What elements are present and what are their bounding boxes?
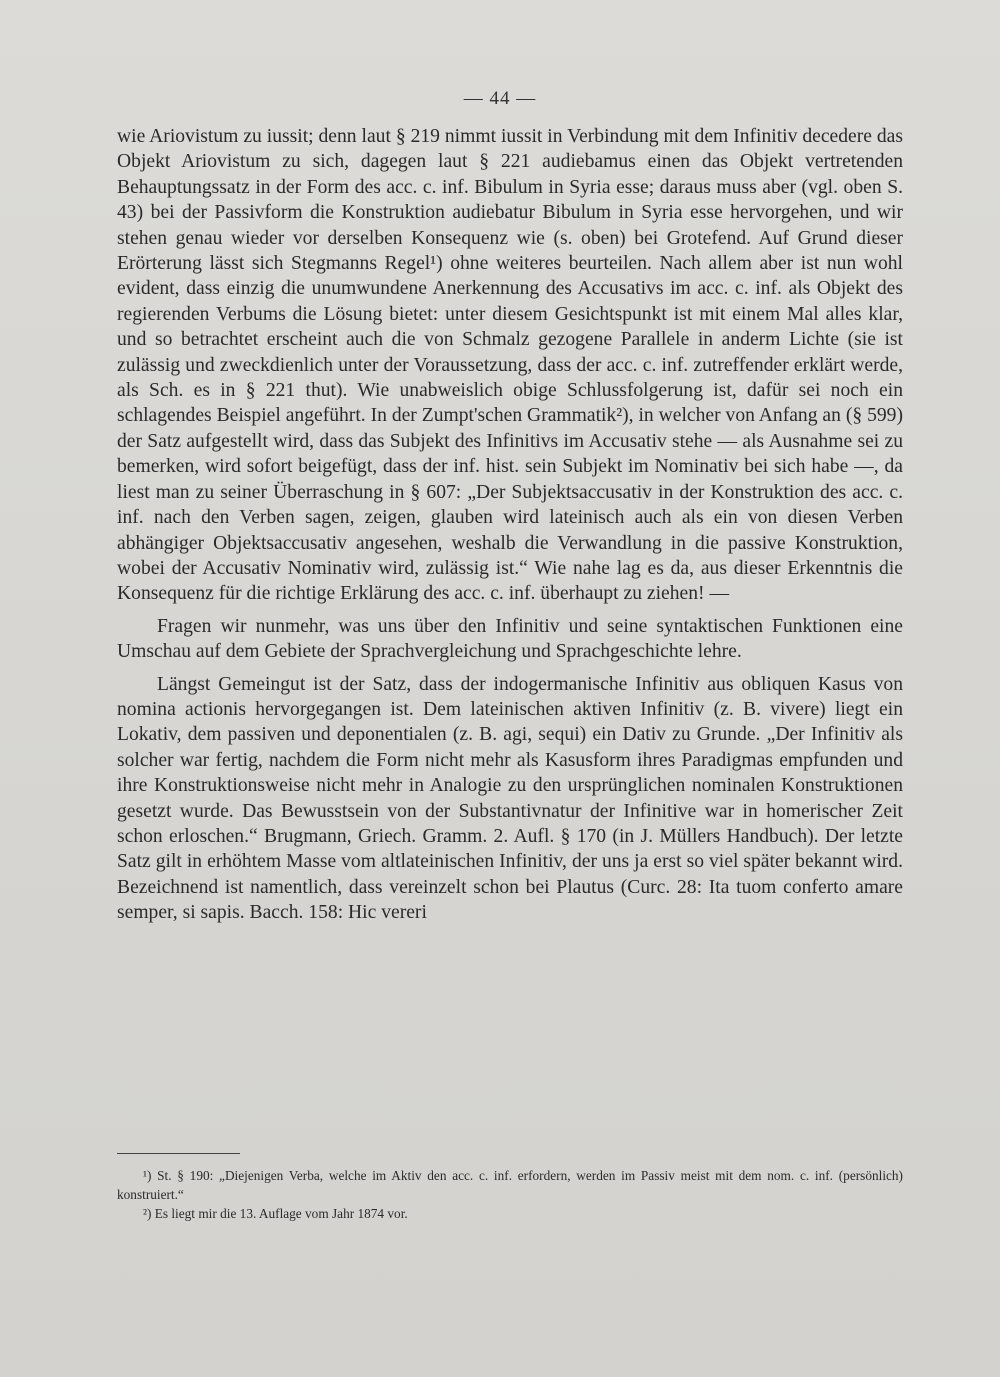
body-text — [117, 124, 903, 926]
paragraph: Längst Gemeingut ist der Satz, dass der indogermanische Infinitiv aus obliquen Kasus von nomina actionis hervorgegangen ist. Dem lateinischen aktiven Infinitiv (z. B. vivere) liegt ein Lokativ, dem passiven und deponentialen (z. B. agi, sequi) ein Dativ zu Grunde. „Der Infinitiv als solcher war fertig, nachdem die Form nicht mehr als Kasusform ihres Paradigmas empfunden und ihre Konstruktionsweise nicht mehr in Analogie zu den ursprünglichen nominalen Konstruktionen gesetzt wurde. Das Bewusstsein von der Substantivnatur der Infinitive war in homerischer Zeit schon erloschen.“ Brugmann, Griech. Gramm. 2. Aufl. § 170 (in J. Müllers Handbuch). Der letzte Satz gilt in erhöhtem Masse vom altlateinischen Infinitiv, der uns ja erst so viel später bekannt wird. Bezeichnend ist namentlich, dass vereinzelt schon bei Plautus (Curc. 28: Ita tuom conferto amare semper, si sapis. Bacch. 158: Hic vereri — [117, 673, 903, 924]
footnote: ²) Es liegt mir die 13. Auflage vom Jahr 1874 vor. — [143, 1206, 408, 1221]
page-number: — 44 — — [463, 88, 537, 109]
paragraph: Fragen wir nunmehr, was uns über den Infinitiv und seine syntaktischen Funktionen eine Umschau auf dem Gebiete der Sprachvergleichung und Sprachgeschichte lehre. — [117, 615, 903, 663]
footnote: ¹) St. § 190: „Diejenigen Verba, welche im Aktiv den acc. c. inf. erfordern, werden im Passiv meist mit dem nom. c. inf. (persönlich) konstruiert.“ — [117, 1168, 903, 1202]
paragraph: wie Ariovistum zu iussit; denn laut § 219 nimmt iussit in Verbindung mit dem Infinitiv decedere das Objekt Ariovistum zu sich, dagegen laut § 221 audiebamus einen das Objekt vertretenden Behauptungssatz in der Form des acc. c. inf. Bibulum in Syria esse; daraus muss aber (vgl. oben S. 43) bei der Passivform die Konstruktion audiebatur Bibulum in Syria esse hervorgehen, und wir stehen genau wieder vor derselben Konsequenz wie (s. oben) bei Grotefend. Auf Grund dieser Erörterung lässt sich Stegmanns Regel¹) ohne weiteres beurteilen. Nach allem aber ist nun wohl evident, dass einzig die unumwundene Anerkennung des Accusativs im acc. c. inf. als Objekt des regierenden Verbums die Lösung bietet: unter diesem Gesichtspunkt ist mit einem Mal alles klar, und so betrachtet erscheint auch die von Schmalz gezogene Parallele in anderm Lichte (sie ist zulässig und zweckdienlich unter der Voraussetzung, dass der acc. c. inf. zutreffender erklärt werde, als Sch. es in § 221 thut). Wie unabweislich obige Schlussfolgerung ist, dafür sei noch ein schlagendes Beispiel angeführt. In der Zumpt'schen Grammatik²), in welcher von Anfang an (§ 599) der Satz aufgestellt wird, dass das Subjekt des Infinitivs im Accusativ stehe — als Ausnahme sei zu bemerken, wird sofort beigefügt, dass der inf. hist. sein Subjekt im Nominativ bei sich habe —, da liest man zu seiner Überraschung in § 607: „Der Subjektsaccusativ in der Konstruktion des acc. c. inf. nach den Verben sagen, zeigen, glauben wird lateinisch auch als ein von diesen Verben abhängiger Objektsaccusativ angesehen, weshalb die Verwandlung in die passive Konstruktion, wobei der Accusativ Nominativ wird, zulässig ist.“ Wie nahe lag es da, aus dieser Erkenntnis die Konsequenz für die richtige Erklärung des acc. c. inf. überhaupt zu ziehen! — — [117, 126, 903, 605]
footnote-separator — [117, 1153, 240, 1154]
footnotes — [117, 1166, 903, 1223]
